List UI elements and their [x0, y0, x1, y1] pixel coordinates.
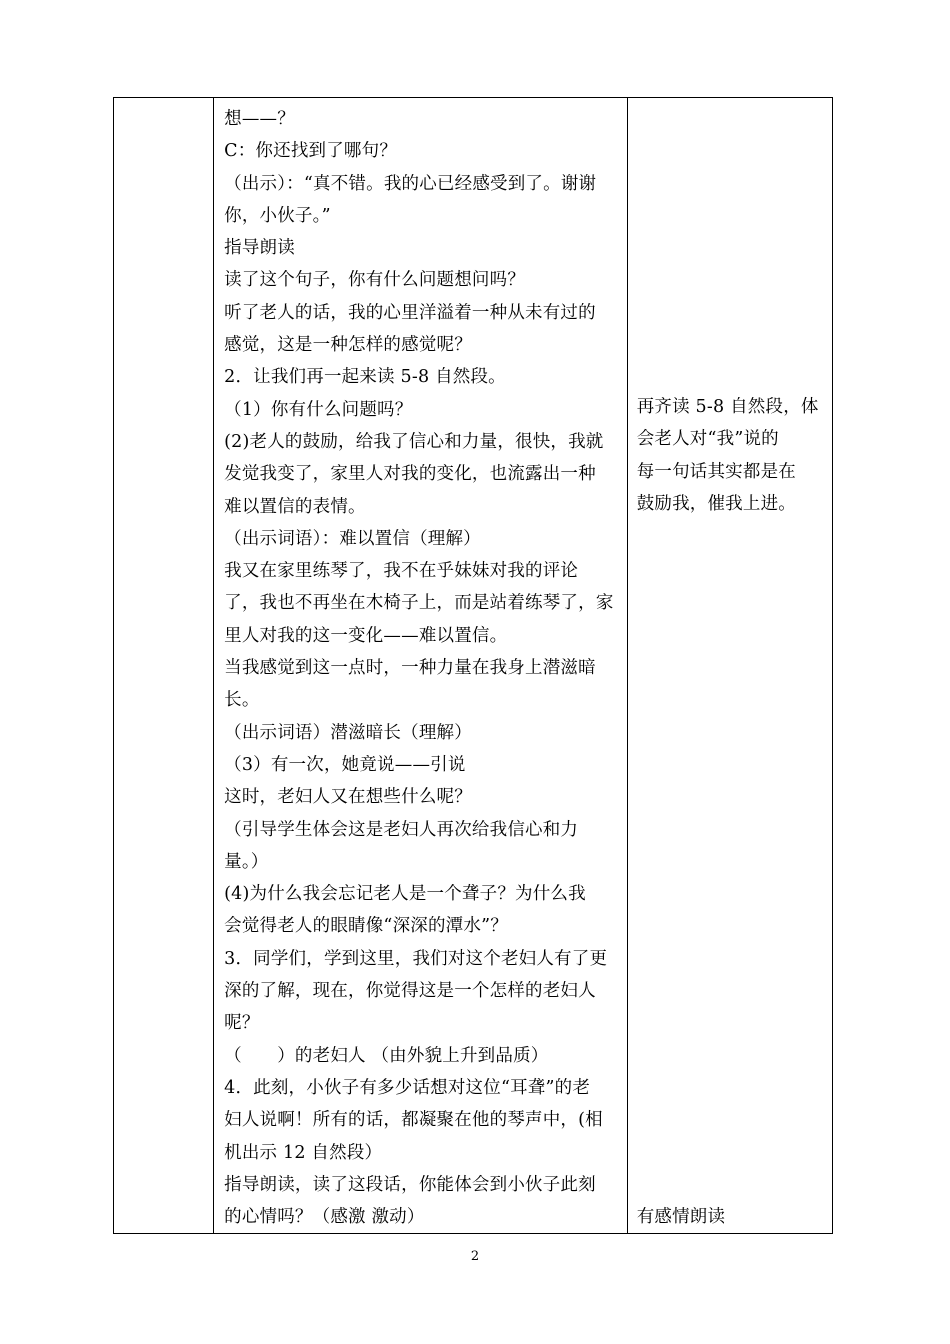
page-number: 2 [470, 1249, 480, 1264]
lesson-line: （出示词语）：难以置信（理解） [224, 528, 481, 549]
table-row [114, 98, 833, 1234]
lesson-line: 妇人说啊！所有的话，都凝聚在他的琴声中，(相 [224, 1110, 603, 1131]
design-note-reread [637, 391, 832, 520]
design-intent-cell [627, 98, 832, 1234]
lesson-line: 长。 [224, 690, 260, 711]
lesson-line: 指导朗读，读了这段话，你能体会到小伙子此刻 [224, 1174, 596, 1195]
lesson-line: 了，我也不再坐在木椅子上，而是站着练琴了，家 [224, 593, 614, 614]
lesson-line: 这时，老妇人又在想些什么呢？ [224, 787, 472, 808]
lesson-line: （出示）：“真不错。我的心已经感受到了。谢谢 [224, 173, 597, 194]
lesson-line: 深的了解，现在，你觉得这是一个怎样的老妇人 [224, 981, 596, 1002]
teaching-process-text [214, 98, 627, 1233]
lesson-line: （引导学生体会这是老妇人再次给我信心和力 [224, 819, 579, 840]
note-line: 鼓励我，催我上进。 [636, 493, 796, 514]
lesson-line: 2．让我们再一起来读 5-8 自然段。 [224, 367, 506, 388]
lesson-line: 发觉我变了，家里人对我的变化，也流露出一种 [224, 464, 596, 485]
lesson-line: 机出示 12 自然段） [224, 1142, 383, 1163]
note-line: 有感情朗读 [636, 1207, 726, 1228]
lesson-line: 量。） [224, 851, 269, 872]
lesson-line: 4．此刻，小伙子有多少话想对这位“耳聋”的老 [224, 1077, 591, 1098]
note-line: 再齐读 5-8 自然段，体 [636, 397, 819, 417]
stage-column-cell [114, 98, 214, 1234]
lesson-line: （ ）的老妇人 （由外貌上升到品质） [224, 1045, 549, 1066]
lesson-line: 呢？ [224, 1013, 260, 1034]
lesson-line: （1）你有什么问题吗？ [224, 399, 413, 420]
lesson-line: 我又在家里练琴了，我不在乎妹妹对我的评论 [224, 561, 579, 582]
lesson-line: （3）有一次，她竟说——引说 [224, 754, 466, 775]
lesson-line: 感觉，这是一种怎样的感觉呢？ [224, 335, 472, 356]
lesson-line: 读了这个句子，你有什么问题想问吗？ [224, 270, 526, 291]
lesson-line: 听了老人的话，我的心里洋溢着一种从未有过的 [224, 302, 596, 323]
design-note-emotional-reading [637, 1201, 832, 1233]
lesson-line: 当我感觉到这一点时，一种力量在我身上潜滋暗 [224, 658, 596, 679]
note-line: 每一句话其实都是在 [636, 461, 796, 482]
lesson-line: （出示词语）潜滋暗长（理解） [224, 722, 472, 743]
lesson-line: 会觉得老人的眼睛像“深深的潭水”？ [224, 916, 508, 937]
teaching-process-cell [214, 98, 628, 1234]
lesson-line: 的心情吗？（感激 激动） [224, 1207, 425, 1228]
lesson-line: 3．同学们，学到这里，我们对这个老妇人有了更 [224, 948, 608, 969]
lesson-line: 指导朗读 [224, 238, 295, 259]
lesson-line: C：你还找到了哪句？ [224, 141, 398, 162]
lesson-line: (2)老人的鼓励，给我了信心和力量，很快，我就 [224, 431, 604, 452]
note-line: 会老人对“我”说的 [636, 429, 779, 450]
lesson-table [113, 97, 833, 1234]
lesson-line: 里人对我的这一变化——难以置信。 [224, 625, 508, 646]
lesson-line: 想——？ [224, 109, 295, 129]
lesson-line: (4)为什么我会忘记老人是一个聋子？为什么我 [224, 884, 586, 905]
lesson-line: 你，小伙子。” [224, 205, 331, 226]
lesson-line: 难以置信的表情。 [224, 496, 366, 517]
